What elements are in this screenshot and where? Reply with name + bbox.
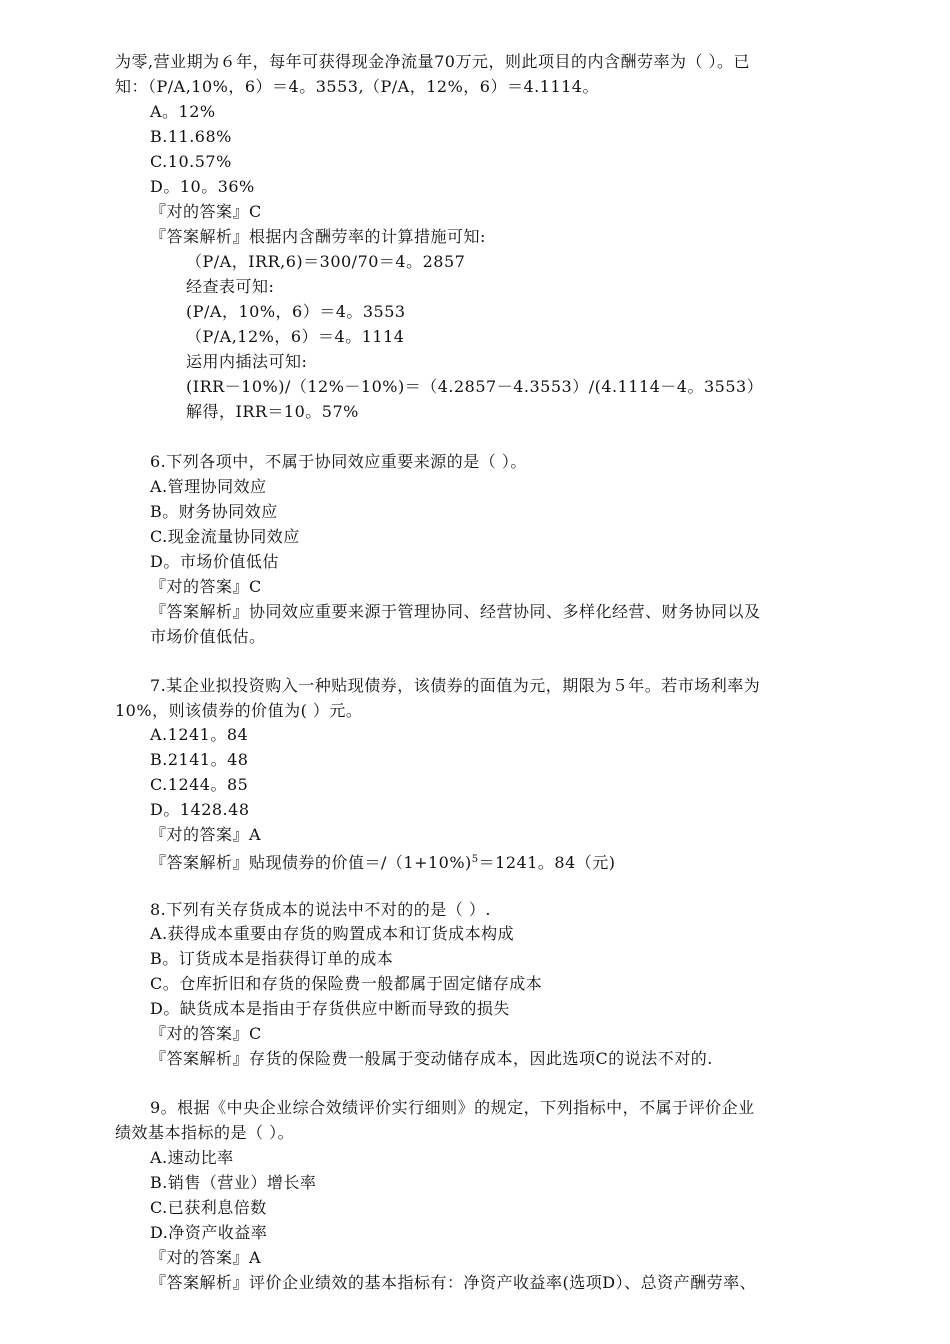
q8-stem: 8.下列有关存货成本的说法中不对的的是（ ）. <box>150 900 491 919</box>
q9-option-d: D.净资产收益率 <box>150 1223 268 1242</box>
q5-step-6: (IRR－10%)/（12%－10%)＝（4.2857－4.3553）/(4.1114－4。3553） <box>186 377 764 396</box>
q6-option-c: C.现金流量协同效应 <box>150 527 300 546</box>
q8-answer: 『对的答案』C <box>150 1024 262 1043</box>
q5-step-5: 运用内插法可知: <box>186 352 308 371</box>
q5-step-1: （P/A，IRR,6)＝300/70＝4。2857 <box>186 252 466 271</box>
q6-option-b: B。财务协同效应 <box>150 502 278 521</box>
q6-answer: 『对的答案』C <box>150 577 262 596</box>
q5-option-a: A。12% <box>150 102 216 121</box>
q5-option-d: D。10。36% <box>150 177 255 196</box>
q5-step-3: (P/A，10%，6）＝4。3553 <box>186 302 406 321</box>
q9-answer: 『对的答案』A <box>150 1248 262 1267</box>
q8-option-a: A.获得成本重要由存货的购置成本和订货成本构成 <box>150 924 515 943</box>
q6-analysis-line-1: 『答案解析』协同效应重要来源于管理协同、经营协同、多样化经营、财务协同以及 <box>150 602 761 621</box>
q7-answer: 『对的答案』A <box>150 825 262 844</box>
q7-analysis-pre: 『答案解析』贴现债券的价值＝/（1+10%) <box>150 853 472 872</box>
q5-step-4: （P/A,12%，6）＝4。1114 <box>186 327 405 346</box>
q9-option-c: C.已获利息倍数 <box>150 1198 267 1217</box>
q5-step-2: 经查表可知: <box>186 277 275 296</box>
q6-option-d: D。市场价值低估 <box>150 552 279 571</box>
q9-option-b: B.销售（营业）增长率 <box>150 1173 317 1192</box>
q7-analysis <box>150 848 616 875</box>
q5-option-c: C.10.57% <box>150 152 232 171</box>
q7-option-b: B.2141。48 <box>150 750 249 769</box>
q8-analysis: 『答案解析』存货的保险费一般属于变动储存成本，因此选项C的说法不对的. <box>150 1049 713 1068</box>
q5-stem-line-1: 为零,营业期为６年，每年可获得现金净流量70万元，则此项目的内含酬劳率为（ ）。已 <box>115 52 751 71</box>
q6-stem: 6.下列各项中，不属于协同效应重要来源的是（ ）。 <box>150 452 527 471</box>
q9-stem-line-1: 9。根据《中央企业综合效绩评价实行细则》的规定，下列指标中，不属于评价企业 <box>150 1098 755 1117</box>
q7-analysis-exponent: 5 <box>471 854 479 865</box>
q7-stem-line-1: 7.某企业拟投资购入一种贴现债券，该债券的面值为元，期限为５年。若市场利率为 <box>150 676 761 695</box>
q7-option-d: D。1428.48 <box>150 800 250 819</box>
q8-option-c: C。仓库折旧和存货的保险费一般都属于固定储存成本 <box>150 974 543 993</box>
q9-analysis: 『答案解析』评价企业绩效的基本指标有：净资产收益率(选项D）、总资产酬劳率、 <box>150 1273 757 1292</box>
q7-analysis-post: ＝1241。84（元) <box>478 853 616 872</box>
q9-stem-line-2: 绩效基本指标的是（ ）。 <box>115 1123 295 1142</box>
q6-option-a: A.管理协同效应 <box>150 477 267 496</box>
q6-analysis-line-2: 市场价值低估。 <box>150 627 266 646</box>
q7-stem-line-2: 10%，则该债券的价值为( ）元。 <box>115 701 363 720</box>
q9-option-a: A.速动比率 <box>150 1148 234 1167</box>
q5-option-b: B.11.68% <box>150 127 232 146</box>
q7-option-a: A.1241。84 <box>150 725 249 744</box>
q5-analysis: 『答案解析』根据内含酬劳率的计算措施可知: <box>150 227 486 246</box>
q7-option-c: C.1244。85 <box>150 775 249 794</box>
q5-answer: 『对的答案』C <box>150 202 262 221</box>
q5-step-7: 解得，IRR＝10。57% <box>186 402 359 421</box>
q5-stem-line-2: 知：（P/A,10%，6）＝4。3553,（P/A，12%，6）＝4.1114。 <box>115 77 599 96</box>
q8-option-b: B。订货成本是指获得订单的成本 <box>150 949 394 968</box>
q8-option-d: D。缺货成本是指由于存货供应中断而导致的损失 <box>150 999 510 1018</box>
